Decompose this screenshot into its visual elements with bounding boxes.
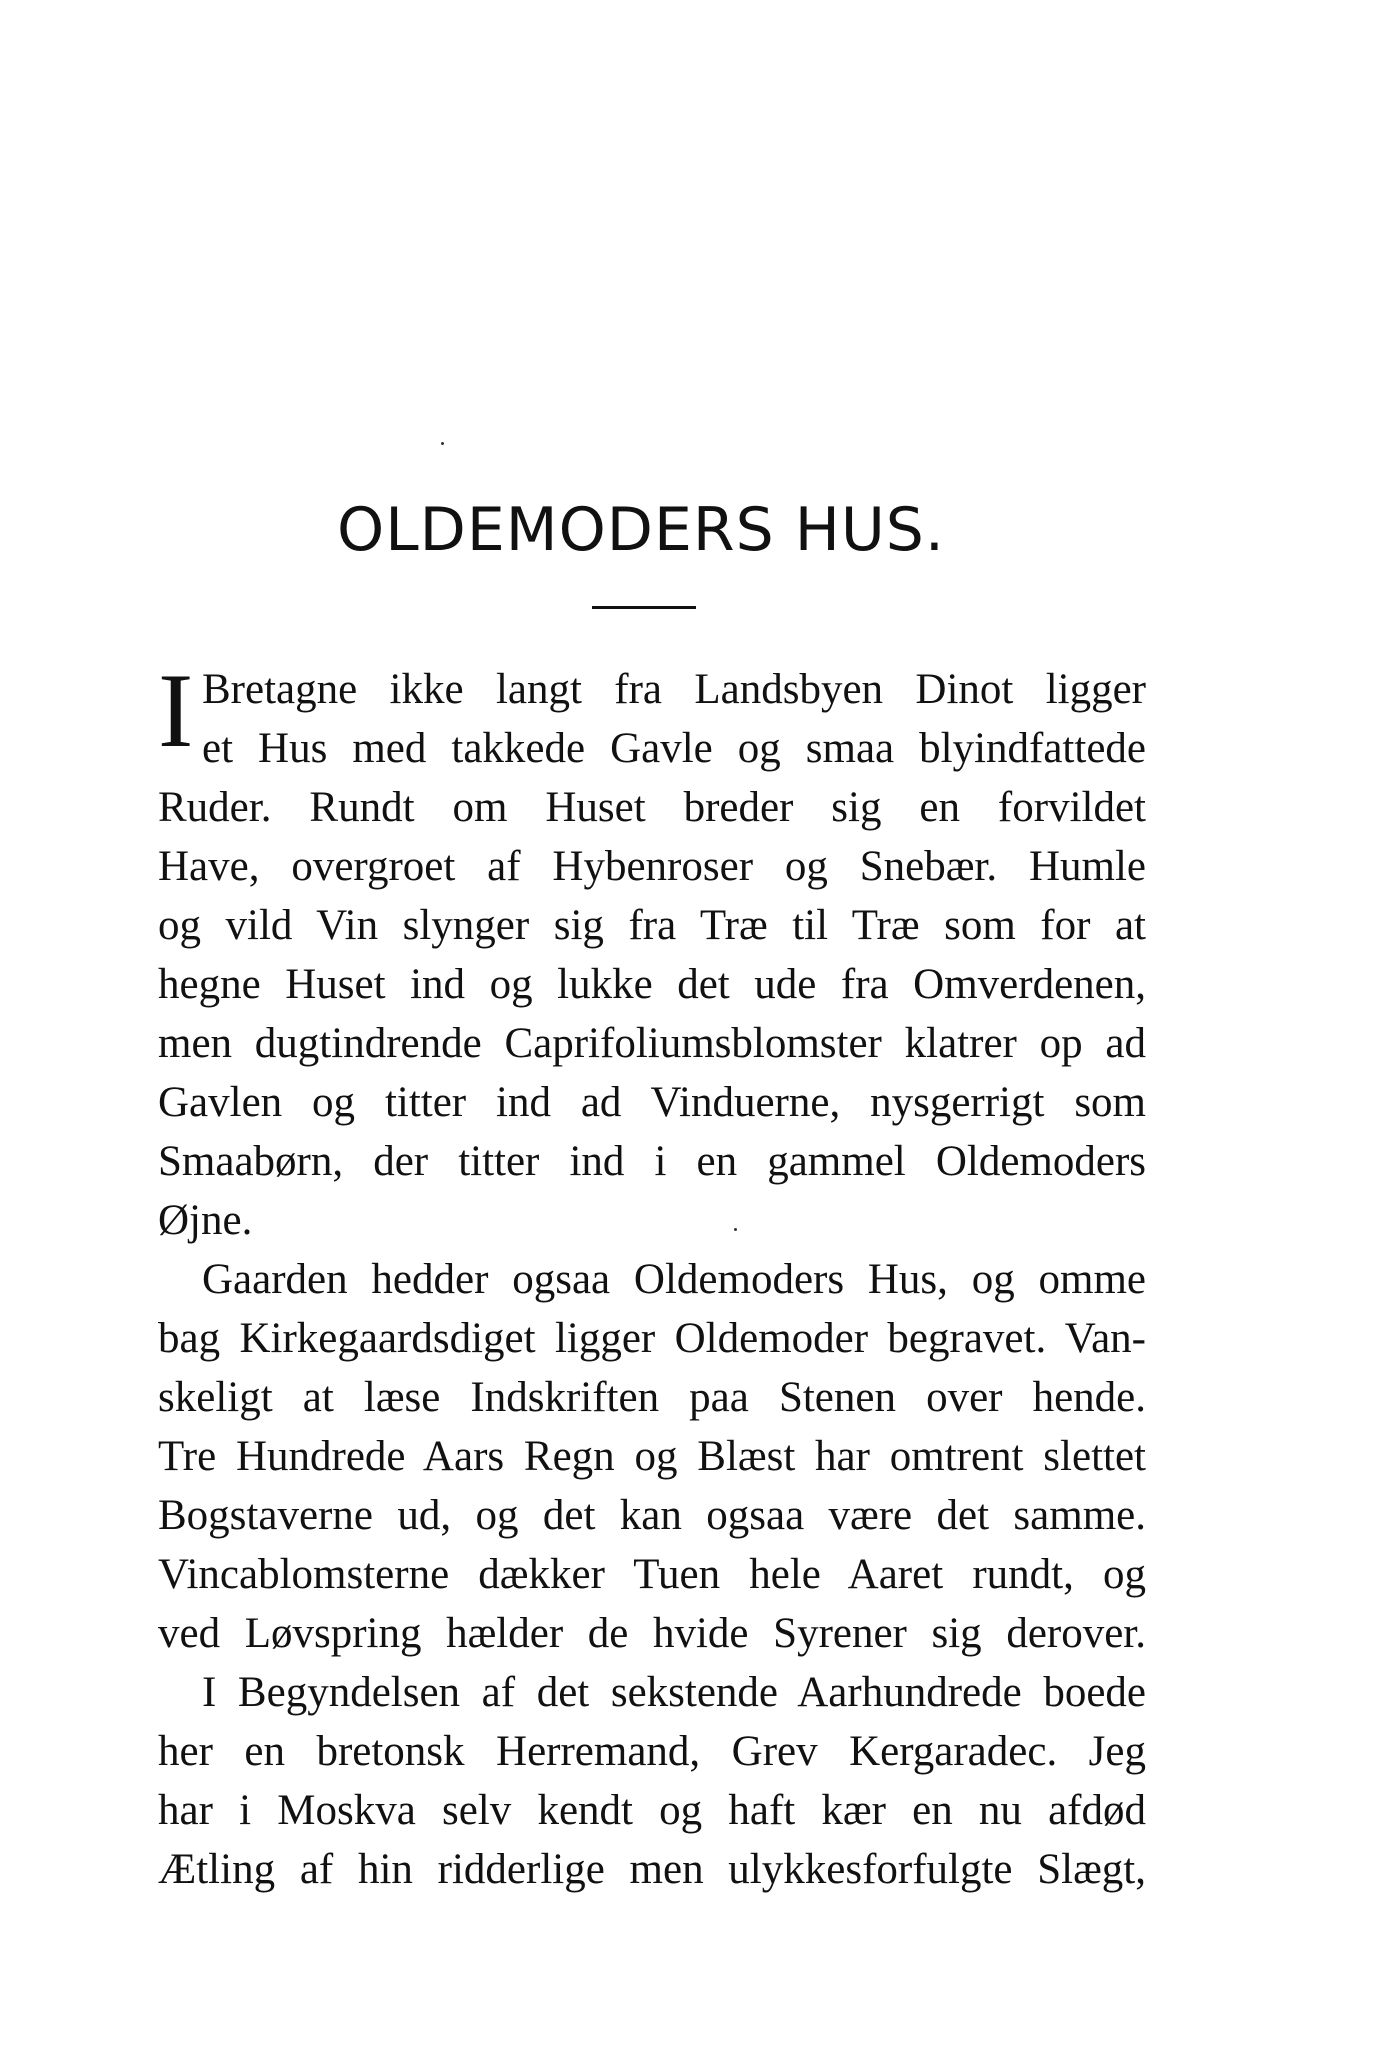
text-line: har i Moskva selv kendt og haft kær en nu afdød xyxy=(158,1787,1146,1834)
text-line: og vild Vin slynger sig fra Træ til Træ som for at xyxy=(158,902,1146,949)
text-line: Bretagne ikke langt fra Landsbyen Dinot ligger xyxy=(202,666,1146,713)
text-line: Gavlen og titter ind ad Vinduerne, nysgerrigt som xyxy=(158,1079,1146,1126)
print-speck xyxy=(441,442,444,445)
text-line: Ætling af hin ridderlige men ulykkesforfulgte Slægt, xyxy=(158,1846,1146,1893)
text-line: Gaarden hedder ogsaa Oldemoders Hus, og omme xyxy=(202,1256,1146,1303)
paragraph-1 xyxy=(158,652,1146,1250)
text-line: skeligt at læse Indskriften paa Stenen over hende. xyxy=(158,1374,1146,1421)
text-line: Ruder. Rundt om Huset breder sig en forvildet xyxy=(158,784,1146,831)
text-line: Have, overgroet af Hybenroser og Snebær. Humle xyxy=(158,843,1146,890)
text-line: men dugtindrende Caprifoliumsblomster klatrer op ad xyxy=(158,1020,1146,1067)
text-line: Tre Hundrede Aars Regn og Blæst har omtrent slettet xyxy=(158,1433,1146,1480)
text-line: Vincablomsterne dækker Tuen hele Aaret rundt, og xyxy=(158,1551,1146,1598)
text-line: bag Kirkegaardsdiget ligger Oldemoder begravet. Van- xyxy=(158,1315,1146,1362)
paragraph-3 xyxy=(158,1663,1146,1899)
text-line: et Hus med takkede Gavle og smaa blyindfattede xyxy=(202,725,1146,772)
paragraph-2 xyxy=(158,1250,1146,1663)
title-rule xyxy=(592,606,696,609)
print-speck xyxy=(734,1228,737,1231)
text-line: ved Løvspring hælder de hvide Syrener sig derover. xyxy=(158,1610,1146,1657)
drop-cap: I xyxy=(158,652,194,769)
text-line: her en bretonsk Herremand, Grev Kergaradec. Jeg xyxy=(158,1728,1146,1775)
text-line: Smaabørn, der titter ind i en gammel Oldemoders xyxy=(158,1138,1146,1185)
text-line: I Begyndelsen af det sekstende Aarhundrede boede xyxy=(202,1669,1146,1716)
text-line: hegne Huset ind og lukke det ude fra Omverdenen, xyxy=(158,961,1146,1008)
text-line: Bogstaverne ud, og det kan ogsaa være det samme. xyxy=(158,1492,1146,1539)
text-line: Øjne. xyxy=(158,1197,253,1244)
chapter-title: OLDEMODERS HUS. xyxy=(337,495,945,565)
